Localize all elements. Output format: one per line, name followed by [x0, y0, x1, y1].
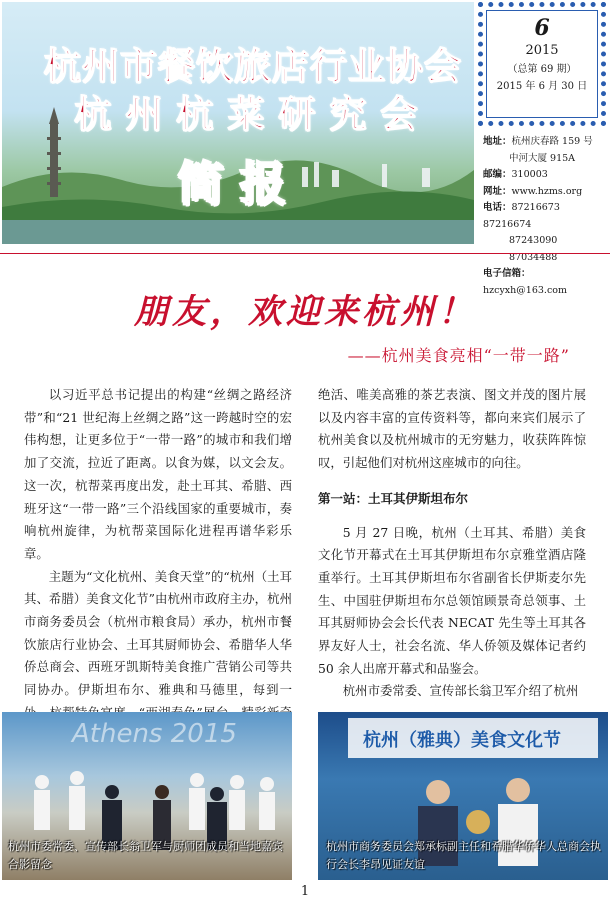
article-subheadline: ——杭州美食亮相“一带一路” — [347, 346, 570, 365]
paragraph: 5 月 27 日晚，杭州（土耳其、希腊）美食文化节开幕式在土耳其伊斯坦布尔京雅堂酒店隆重举行。土耳其伊斯坦布尔省副省长伊斯麦尔先生、中国驻伊斯坦布尔总领馆顾景奇总领事、土耳其厨师协会会长代表 NECAT 先生等土耳其各界友好人士，社会名流、华人侨领及媒体记者约 50 余人出席开幕式和品鉴会。 — [318, 524, 586, 676]
email-link[interactable]: hzcyxh@163.com — [483, 284, 567, 296]
article-column-left — [24, 384, 292, 747]
backdrop-text: Athens 2015 — [72, 719, 237, 749]
section-heading: 第一站：土耳其伊斯坦布尔 — [318, 490, 469, 506]
website-link[interactable]: www.hzms.org — [511, 185, 583, 197]
friendship-photo — [318, 712, 608, 880]
address-label: 地址： — [483, 136, 512, 147]
header-divider — [0, 253, 610, 254]
address-line2: 中河大厦 915A — [509, 152, 576, 164]
paragraph: 以习近平总书记提出的构建“丝绸之路经济带”和“21 世纪海上丝绸之路”这一跨越时空的宏伟构想，让更多位于“一带一路”的城市和我们增加了交流，拉近了距离。以食为媒，以文会友。这一次，杭帮菜再度出发，赴土耳其、希腊、西班牙这“一带一路”三个沿线国家的重要城市，奏响杭州旋律，为杭帮菜国际化进程再谱华彩乐章。 — [24, 387, 292, 561]
issue-date: 2015 年 6 月 30 日 — [496, 81, 588, 92]
issue-number: 6 — [534, 15, 550, 41]
masthead — [0, 0, 610, 296]
website-label: 网址： — [483, 185, 512, 197]
issue-total: （总第 69 期） — [507, 64, 577, 75]
article-headline: 朋友，欢迎来杭州！ — [134, 292, 476, 332]
postcode-label: 邮编： — [483, 169, 512, 180]
issue-year: 2015 — [525, 43, 559, 58]
org-name-line2: 杭州杭菜研究会 — [74, 93, 432, 136]
issue-info-box — [478, 2, 606, 126]
article-column-right — [318, 384, 586, 703]
group-photo — [2, 712, 292, 880]
paragraph: 杭州市委常委、宣传部长翁卫军介绍了杭州 — [342, 683, 579, 699]
page-number: 1 — [300, 884, 310, 899]
backdrop-text: 杭州（雅典）美食文化节 — [363, 730, 561, 751]
masthead-banner-image — [2, 2, 474, 244]
paragraph: 主题为“文化杭州、美食天堂”的“杭州（土耳其、希腊）美食文化节”由杭州市政府主办，杭州市商务委员会（杭州市粮食局）承办，杭州市餐饮旅店行业协会、土耳其厨师协会、希腊华人华侨总商会、西班牙凯斯特美食推广营销公司等共同协办。伊斯坦布尔、雅典和马德里，每到一 — [24, 568, 292, 698]
paragraph-continuation: 绝活、唯美高雅的茶艺表演、图文并茂的图片展以及内容丰富的宣传资料等，都向来宾们展示了杭州美食以及杭州城市的无穷魅力，收获阵阵惊叹，引起他们对杭州这座城市的向往。 — [318, 387, 586, 471]
photo-caption: 杭州市商务委员会郑承标副主任和希腊华侨华人总商会执行会长李昂见证友谊 — [326, 840, 601, 871]
phone-label: 电话： — [483, 202, 512, 213]
org-name-line1: 杭州市餐饮旅店行业协会 — [44, 45, 462, 88]
phone-line2: 87243090 87034488 — [509, 235, 558, 263]
photo-caption: 杭州市委常委、宣传部长翁卫军与厨师团成员和当地嘉宾合影留念 — [8, 840, 283, 871]
contact-info — [483, 134, 608, 299]
phone-line1: 87216673 87216674 — [483, 202, 560, 230]
address-line1: 杭州庆春路 159 号 — [511, 136, 593, 147]
publication-title: 简报 — [178, 157, 302, 211]
email-label: 电子信箱： — [483, 268, 531, 279]
postcode: 310003 — [511, 169, 548, 180]
